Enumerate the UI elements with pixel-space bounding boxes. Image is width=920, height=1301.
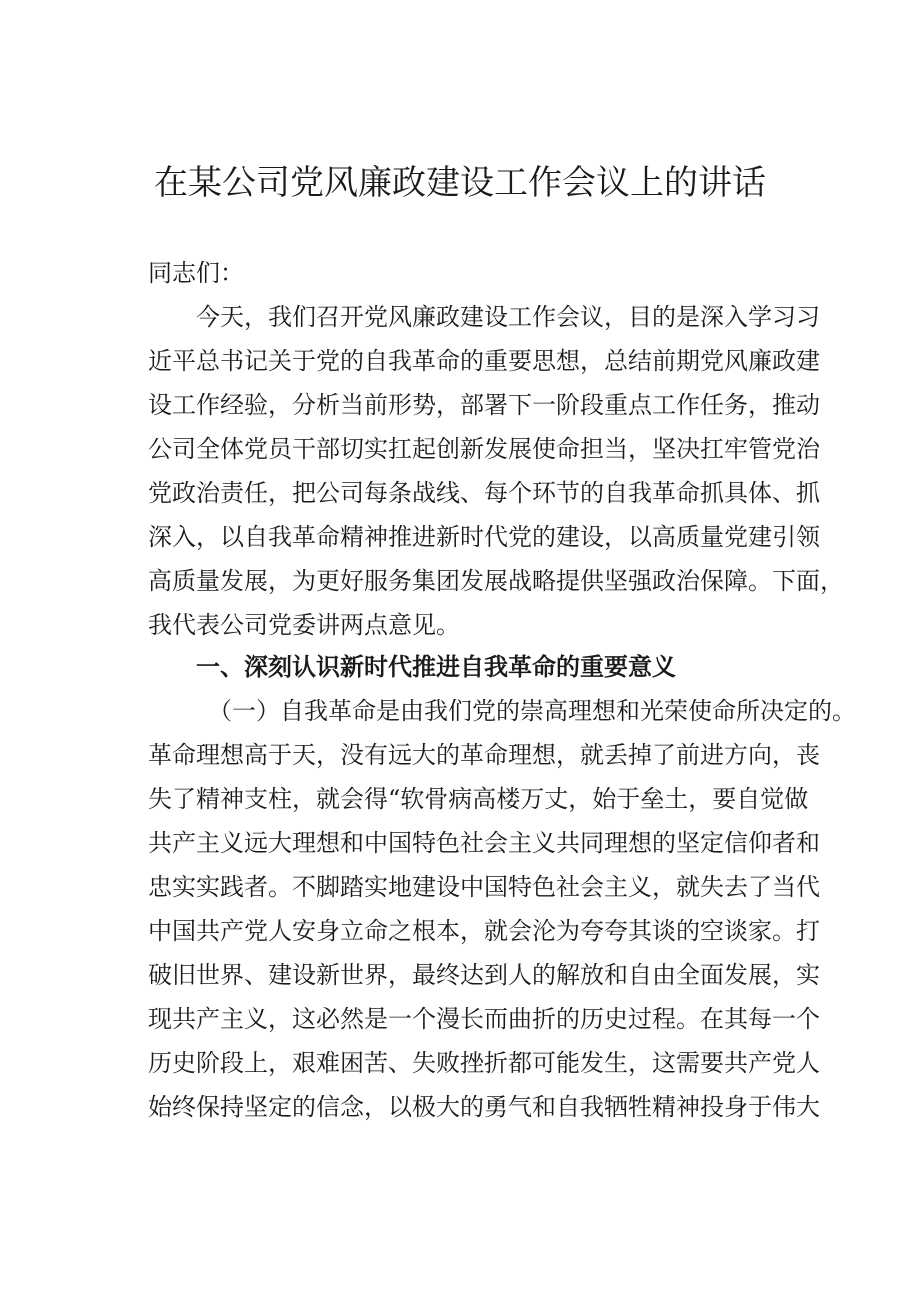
paragraph-line: 深入，以自我革命精神推进新时代党的建设，以高质量党建引领 [148,523,820,551]
paragraph-line: 高质量发展，为更好服务集团发展战略提供坚强政治保障。下面， [148,567,844,595]
paragraph-line: 失了精神支柱，就会得“软骨病高楼万丈，始于垒土，要自觉做 [148,785,809,813]
paragraph-line: 近平总书记关于党的自我革命的重要思想，总结前期党风廉政建 [148,347,820,375]
paragraph-line: 破旧世界、建设新世界，最终达到人的解放和自由全面发展，实 [148,961,820,989]
greeting-line: 同志们： [148,259,244,287]
paragraph-line: 革命理想高于天，没有远大的革命理想，就丢掉了前进方向，丧 [148,741,820,769]
paragraph-line: 党政治责任，把公司每条战线、每个环节的自我革命抓具体、抓 [148,479,820,507]
paragraph-line: 始终保持坚定的信念，以极大的勇气和自我牺牲精神投身于伟大 [148,1093,820,1121]
paragraph-line: 设工作经验，分析当前形势，部署下一阶段重点工作任务，推动 [148,391,820,419]
paragraph-line: 公司全体党员干部切实扛起创新发展使命担当，坚决扛牢管党治 [148,435,820,463]
paragraph-line: 历史阶段上，艰难困苦、失败挫折都可能发生，这需要共产党人 [148,1049,820,1077]
greeting [148,251,813,295]
paragraph-line: 现共产主义，这必然是一个漫长而曲折的历史过程。在其每一个 [148,1005,820,1033]
paragraph-line: 我代表公司党委讲两点意见。 [148,611,460,639]
paragraph-1 [148,295,844,647]
section-heading: 一、深刻认识新时代推进自我革命的重要意义 [196,653,676,681]
paragraph-2 [148,689,856,1129]
page-title: 在某公司党风廉政建设工作会议上的讲话 [154,163,766,203]
paragraph-line: 忠实实践者。不脚踏实地建设中国特色社会主义，就失去了当代 [148,873,820,901]
paragraph-line: 中国共产党人安身立命之根本，就会沦为夸夸其谈的空谈家。打 [148,917,820,945]
paragraph-line: 共产主义远大理想和中国特色社会主义共同理想的坚定信仰者和 [148,829,820,857]
paragraph-line: 今天，我们召开党风廉政建设工作会议，目的是深入学习习 [196,303,820,331]
paragraph-line: （一）自我革命是由我们党的崇高理想和光荣使命所决定的。 [208,697,856,725]
